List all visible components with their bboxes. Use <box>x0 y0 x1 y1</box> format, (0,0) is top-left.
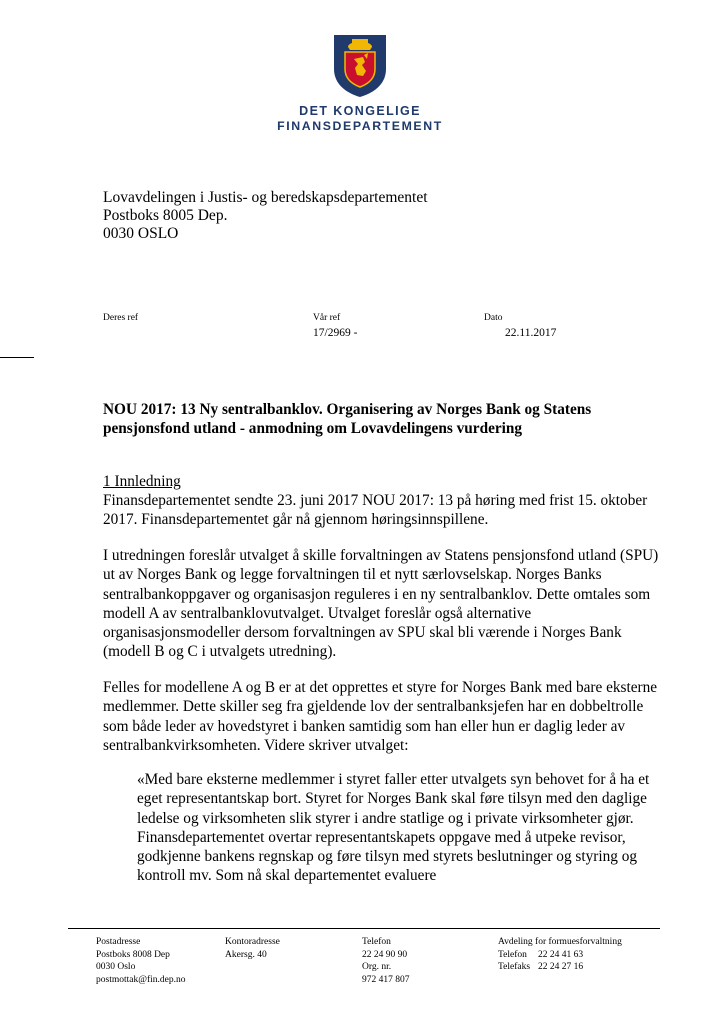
letterhead-logo <box>262 20 458 132</box>
org-name-line-1: DET KONGELIGE <box>299 104 421 118</box>
fold-mark <box>0 357 34 358</box>
block-quote: «Med bare eksterne medlemmer i styret faller etter utvalgets syn behovet for å ha et eget representantskap bort. Styret for Norges Bank skal føre tilsyn med den daglige ledelse og virksomheten slik styrer i andre statlige og i private virksomheter gjør. Finansdepartementet overtar representantskapets oppgave med å utpeke revisor, godkjenne bankens regnskap og føre tilsyn med styrets beslutninger og styring og kontroll mv. Som nå skal departementet evaluere <box>137 771 650 885</box>
recipient-line-1: Lovavdelingen i Justis- og beredskapsdepartementet <box>103 189 428 206</box>
dato-label: Dato <box>484 313 503 323</box>
footer-orgnr-label: Org. nr. <box>362 962 392 973</box>
section-heading-text: 1 Innledning <box>103 473 181 490</box>
footer-avdeling-telefon-label: Telefon <box>498 949 527 960</box>
var-ref-label: Vår ref <box>313 313 341 323</box>
footer-postadresse-line-1: Postboks 8008 Dep <box>96 949 170 960</box>
footer-kontoradresse-line-1: Akersg. 40 <box>225 949 267 960</box>
coat-of-arms-icon <box>330 31 390 98</box>
dato-value: 22.11.2017 <box>505 327 557 339</box>
footer-orgnr-value: 972 417 807 <box>362 974 410 985</box>
footer-postadresse <box>96 936 186 986</box>
footer-avdeling-telefon <box>498 949 622 962</box>
section-heading <box>103 472 663 491</box>
org-name-line-2: FINANSDEPARTEMENT <box>277 119 443 133</box>
footer-telefon-number: 22 24 90 90 <box>362 949 408 960</box>
recipient-line-3: 0030 OSLO <box>103 225 179 242</box>
footer-avdeling <box>498 936 622 974</box>
footer-divider <box>68 928 660 929</box>
footer-email: postmottak@fin.dep.no <box>96 974 186 985</box>
footer-avdeling-telefaks-value: 22 24 27 16 <box>538 962 584 973</box>
var-ref-value: 17/2969 - <box>313 327 358 339</box>
footer-avdeling-telefaks-label: Telefaks <box>498 962 531 973</box>
footer-postadresse-line-2: 0030 Oslo <box>96 962 136 973</box>
footer-telefon <box>362 936 410 986</box>
recipient-line-2: Postboks 8005 Dep. <box>103 207 228 224</box>
footer-kontoradresse-label: Kontoradresse <box>225 937 280 947</box>
deres-ref-label: Deres ref <box>103 313 139 323</box>
footer-avdeling-label: Avdeling for formuesforvaltning <box>498 937 622 947</box>
paragraph-1: Finansdepartementet sendte 23. juni 2017 NOU 2017: 13 på høring med frist 15. oktober 2017. Finansdepartementet går nå gjennom høringsinnspillene. <box>103 492 648 529</box>
subject-heading: NOU 2017: 13 Ny sentralbanklov. Organisering av Norges Bank og Statens pensjonsfond utland - anmodning om Lovavdelingens vurdering <box>103 401 592 437</box>
footer-telefon-label: Telefon <box>362 937 391 947</box>
footer-kontoradresse <box>225 936 280 961</box>
paragraph-3: Felles for modellene A og B er at det opprettes et styre for Norges Bank med bare eksterne medlemmer. Dette skiller seg fra gjeldende lov der sentralbanksjefen har en dobbeltrolle som både leder av hovedstyret i banken samtidig som han eller hun er daglig leder av sentralbankvirksomheten. Videre skriver utvalget: <box>103 679 658 754</box>
footer-avdeling-telefon-value: 22 24 41 63 <box>538 949 584 960</box>
footer-avdeling-telefaks <box>498 961 622 974</box>
footer-postadresse-label: Postadresse <box>96 937 141 947</box>
paragraph-2: I utredningen foreslår utvalget å skille forvaltningen av Statens pensjonsfond utland (SPU) ut av Norges Bank og legge forvaltningen til et nytt særlovselskap. Norges Banks sentralbankoppgaver og organisasjon reguleres i en ny sentralbanklov. Dette omtales som modell A av sentralbanklovutvalget. Utvalget foreslår også alternative organisasjonsmodeller dersom forvaltningen av SPU skal bli værende i Norges Bank (modell B og C i utvalgets utredning). <box>103 547 659 661</box>
